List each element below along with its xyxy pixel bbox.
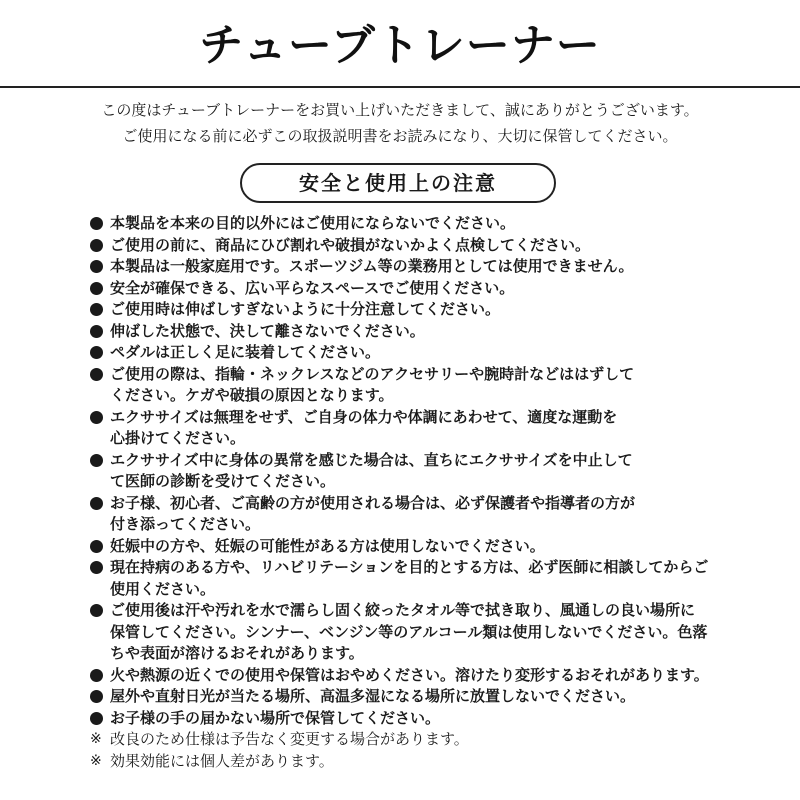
safety-note-line: お子様、初心者、ご高齢の方が使用される場合は、必ず保護者や指導者の方が bbox=[110, 493, 636, 512]
bullet-dot-icon bbox=[90, 411, 103, 424]
bullet-icon bbox=[90, 299, 108, 323]
bullet-icon bbox=[90, 321, 108, 345]
safety-note-line: 本製品を本来の目的以外にはご使用にならないでください。 bbox=[110, 214, 516, 232]
remark-text: 改良のため仕様は予告なく変更する場合があります。 bbox=[110, 730, 469, 748]
bullet-icon bbox=[90, 665, 108, 689]
safety-note-line: エクササイズ中に身体の異常を感じた場合は、直ちにエクササイズを中止して bbox=[110, 450, 633, 469]
bullet-dot-icon bbox=[90, 217, 103, 230]
safety-note-line: 屋外や直射日光が当たる場所、高温多湿になる場所に放置しないでください。 bbox=[110, 687, 636, 705]
safety-note-item bbox=[90, 493, 790, 536]
bullet-dot-icon bbox=[90, 239, 103, 252]
safety-notes-list bbox=[90, 213, 790, 772]
safety-note-item bbox=[90, 450, 790, 493]
safety-note-line: ご使用の前に、商品にひび割れや破損がないかよく点検してください。 bbox=[110, 235, 591, 254]
bullet-dot-icon bbox=[90, 282, 103, 295]
safety-note-item bbox=[90, 665, 790, 687]
bullet-icon bbox=[90, 407, 108, 431]
safety-note-item bbox=[90, 256, 790, 278]
bullet-icon bbox=[90, 493, 108, 517]
bullet-icon bbox=[90, 600, 108, 624]
bullet-icon bbox=[90, 342, 108, 366]
remark-text: 効果効能には個人差があります。 bbox=[110, 751, 334, 770]
bullet-icon bbox=[90, 213, 108, 237]
safety-note-line: 伸ばした状態で、決して離さないでください。 bbox=[110, 321, 425, 340]
safety-note-line: 本製品は一般家庭用です。スポーツジム等の業務用としては使用できません。 bbox=[110, 257, 634, 275]
remark-item bbox=[90, 729, 790, 751]
safety-note-line: ください。ケガや破損の原因となります。 bbox=[110, 386, 394, 404]
bullet-icon bbox=[90, 450, 108, 474]
safety-note-item bbox=[90, 342, 790, 364]
safety-note-line: 保管してください。シンナー、ベンジン等のアルコール類は使用しないでください。色落 bbox=[110, 622, 708, 641]
safety-note-item bbox=[90, 299, 790, 321]
safety-note-item bbox=[90, 686, 790, 708]
safety-note-line: 安全が確保できる、広い平らなスペースでご使用ください。 bbox=[110, 278, 515, 297]
safety-note-item bbox=[90, 278, 790, 300]
safety-note-item bbox=[90, 708, 790, 730]
reference-mark-icon: ※ bbox=[90, 752, 102, 769]
bullet-icon bbox=[90, 256, 108, 280]
bullet-dot-icon bbox=[90, 260, 103, 273]
safety-note-line: エクササイズは無理をせず、ご自身の体力や体調にあわせて、適度な運動を bbox=[110, 407, 618, 426]
bullet-icon bbox=[90, 364, 108, 388]
safety-note-line: 現在持病のある方や、リハビリテーションを目的とする方は、必ず医師に相談してからご bbox=[110, 558, 709, 576]
bullet-dot-icon bbox=[90, 368, 103, 381]
section-heading: 安全と使用上の注意 bbox=[240, 163, 556, 203]
safety-note-line: 付き添ってください。 bbox=[110, 515, 261, 533]
bullet-icon bbox=[90, 235, 108, 259]
bullet-dot-icon bbox=[90, 690, 103, 703]
title-divider bbox=[0, 86, 800, 88]
bullet-icon bbox=[90, 536, 108, 560]
safety-note-item bbox=[90, 235, 790, 257]
safety-note-item bbox=[90, 557, 790, 600]
bullet-dot-icon bbox=[90, 540, 103, 553]
safety-note-line: 使用ください。 bbox=[110, 579, 216, 598]
safety-note-item bbox=[90, 213, 790, 235]
intro-line: ご使用になる前に必ずこの取扱説明書をお読みになり、大切に保管してください。 bbox=[122, 127, 678, 145]
bullet-dot-icon bbox=[90, 604, 103, 617]
safety-note-line: ご使用の際は、指輪・ネックレスなどのアクセサリーや腕時計などははずして bbox=[110, 364, 635, 383]
bullet-dot-icon bbox=[90, 454, 103, 467]
safety-note-line: ちや表面が溶けるおそれがあります。 bbox=[110, 644, 364, 662]
bullet-dot-icon bbox=[90, 325, 103, 338]
intro-text bbox=[0, 97, 800, 149]
bullet-dot-icon bbox=[90, 669, 103, 682]
safety-note-item bbox=[90, 364, 790, 407]
safety-note-line: ペダルは正しく足に装着してください。 bbox=[110, 343, 381, 361]
bullet-icon bbox=[90, 557, 108, 581]
safety-note-line: 妊娠中の方や、妊娠の可能性がある方は使用しないでください。 bbox=[110, 536, 545, 555]
safety-note-item bbox=[90, 600, 790, 665]
page-title: チューブトレーナー bbox=[199, 20, 601, 71]
intro-line: この度はチューブトレーナーをお買い上げいただきまして、誠にありがとうございます。 bbox=[101, 101, 699, 119]
remark-item bbox=[90, 751, 790, 773]
bullet-dot-icon bbox=[90, 712, 103, 725]
bullet-dot-icon bbox=[90, 561, 103, 574]
safety-note-line: ご使用後は汗や汚れを水で濡らし固く絞ったタオル等で拭き取り、風通しの良い場所に bbox=[110, 601, 696, 619]
safety-note-item bbox=[90, 321, 790, 343]
bullet-icon bbox=[90, 686, 108, 710]
safety-note-line: お子様の手の届かない場所で保管してください。 bbox=[110, 708, 441, 727]
safety-note-item bbox=[90, 536, 790, 558]
bullet-icon bbox=[90, 708, 108, 732]
safety-note-line: て医師の診断を受けてください。 bbox=[110, 472, 336, 490]
bullet-dot-icon bbox=[90, 497, 103, 510]
bullet-dot-icon bbox=[90, 346, 103, 359]
bullet-icon bbox=[90, 278, 108, 302]
safety-note-line: 心掛けてください。 bbox=[110, 429, 246, 447]
safety-note-line: 火や熱源の近くでの使用や保管はおやめください。溶けたり変形するおそれがあります。 bbox=[110, 665, 709, 684]
bullet-dot-icon bbox=[90, 303, 103, 316]
reference-mark-icon: ※ bbox=[90, 731, 102, 747]
safety-note-item bbox=[90, 407, 790, 450]
safety-note-line: ご使用時は伸ばしすぎないように十分注意してください。 bbox=[110, 300, 501, 318]
